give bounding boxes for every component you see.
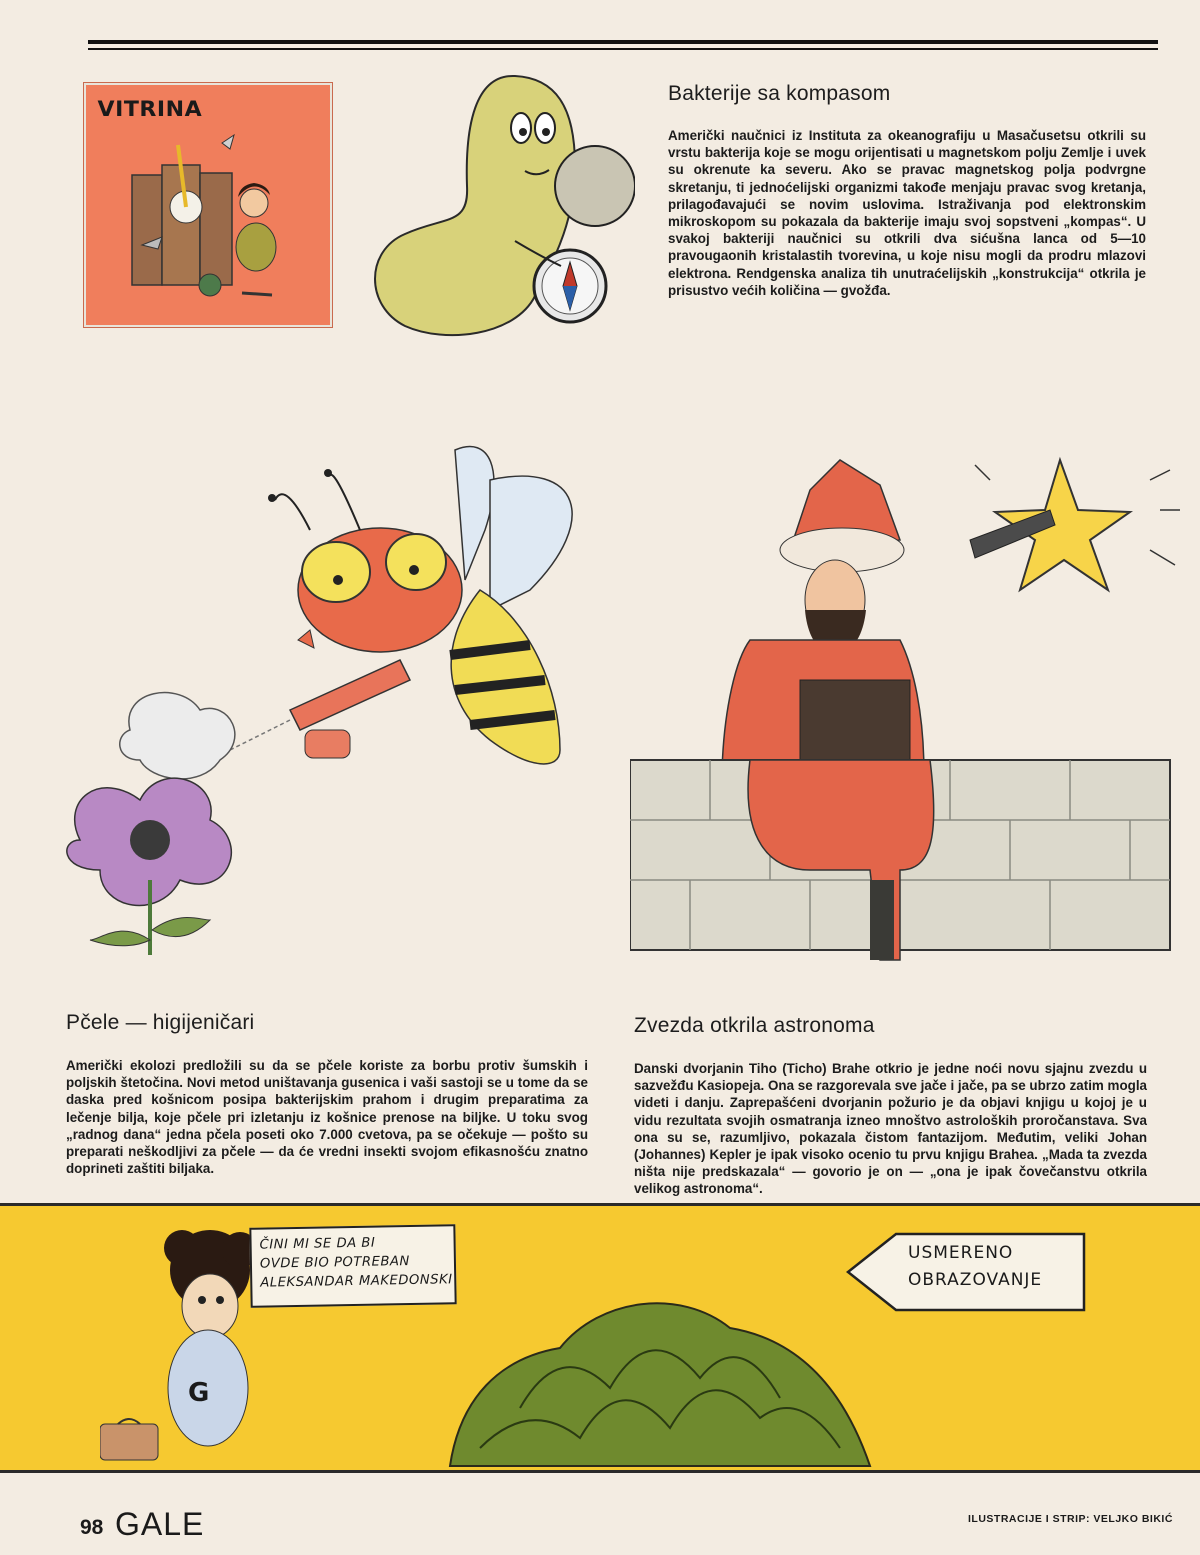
- top-rule-thin: [88, 48, 1158, 50]
- speech-bubble: [249, 1224, 456, 1308]
- bee-sprayer-illustration: [60, 440, 620, 960]
- shirt-letter: G: [188, 1378, 210, 1408]
- sign-line-2: OBRAZOVANJE: [908, 1270, 1043, 1290]
- sign-line-1: USMERENO: [908, 1243, 1014, 1263]
- signpost-label: [898, 1236, 1080, 1306]
- headline-astronomer: Zvezda otkrila astronoma: [634, 1014, 875, 1037]
- headline-bees: Pčele — higijeničari: [66, 1011, 255, 1034]
- article-bees-body: Američki ekolozi predložili su da se pčele koriste za borbu protiv šumskih i poljskih štetočina. Novi metod uništavanja gusenica i vaši sastoji se u tome da se daska pred košnicom posipa bakterijskim prahom i drugim preparatima za lečenje bilja, koje pčele pri izletanju iz košnice prenose na biljke. U toku svog „radnog dana“ jedna pčela poseti oko 7.000 cvetova, pa se očekuje — pošto su preparati neškodljivi za pčele — da će vredni insekti svojom efikasnošću znatno doprineti zaštiti biljaka.: [66, 1058, 588, 1177]
- bubble-line-2: OVDE BIO POTREBAN: [259, 1254, 410, 1272]
- article-astronomer-body: Danski dvorjanin Tiho (Ticho) Brahe otkrio je jedne noći novu sjajnu zvezdu u sazvežđu Kasiopeja. Ona se razgorevala sve jače i jače, pa se ubrzo zatim mogla videti i danju. Zaprepašćeni dvorjanin požurio je da objavi knjigu u kojoj je u vidu rezultata svojih osmatranja izneo mnoštvo astroloških proročanstava. Sva ona su se, razumljivo, pokazala čistom fantazijom. Međutim, veliki Johan (Johannes) Kepler je ipak visoko ocenio tu prvu knjigu Brahea. „Mada ta zvezda ništa nije predskazala“ — govorio je on — „ona je ipak čovečanstvu otkrila velikog astronoma“.: [634, 1061, 1147, 1197]
- top-rule-thick: [88, 40, 1158, 44]
- bubble-line-1: ČINI MI SE DA BI: [259, 1235, 376, 1253]
- illustration-credits: ILUSTRACIJE I STRIP: VELJKO BIKIĆ: [968, 1513, 1173, 1525]
- bacteria-compass-illustration: [365, 66, 635, 356]
- astronomer-illustration: [630, 440, 1180, 970]
- magazine-name: GALE: [115, 1506, 205, 1542]
- headline-bacteria: Bakterije sa kompasom: [668, 82, 891, 105]
- tangled-bush-illustration: [440, 1278, 880, 1468]
- bubble-line-3: ALEKSANDAR MAKEDONSKI: [260, 1272, 453, 1291]
- vitrina-illustration: [122, 125, 312, 305]
- vitrina-panel: [84, 83, 332, 327]
- article-bacteria-body: Američki naučnici iz Instituta za okeanografiju u Masačusetsu otkrili su vrstu bakterija koje se mogu orijentisati u magnetskom polju Zemlje i uvek su okrenute ka severu. Ako se pravac magnetskog polja podvrgne skretanju, ti jednoćelijski organizmi takođe menjaju pravac svog kretanja, prilagođavajući se novim uslovima. Istraživanja pod elektronskim mikroskopom su pokazala da bakterije imaju svoj sopstveni „kompas“. U svakoj bakteriji naučnici su otkrili dva sićušna lanca od 5—10 pravougaonih kristalastih tvorevina, u koje nisu mogli da prodru mlazovi elektrona. Rendgenska analiza tih unutraćelijskih „konstrukcija“ otkrila je prisustvo većih količina — gvožđa.: [668, 128, 1146, 298]
- vitrina-title: VITRINA: [97, 97, 203, 121]
- page-number: 98: [80, 1516, 104, 1539]
